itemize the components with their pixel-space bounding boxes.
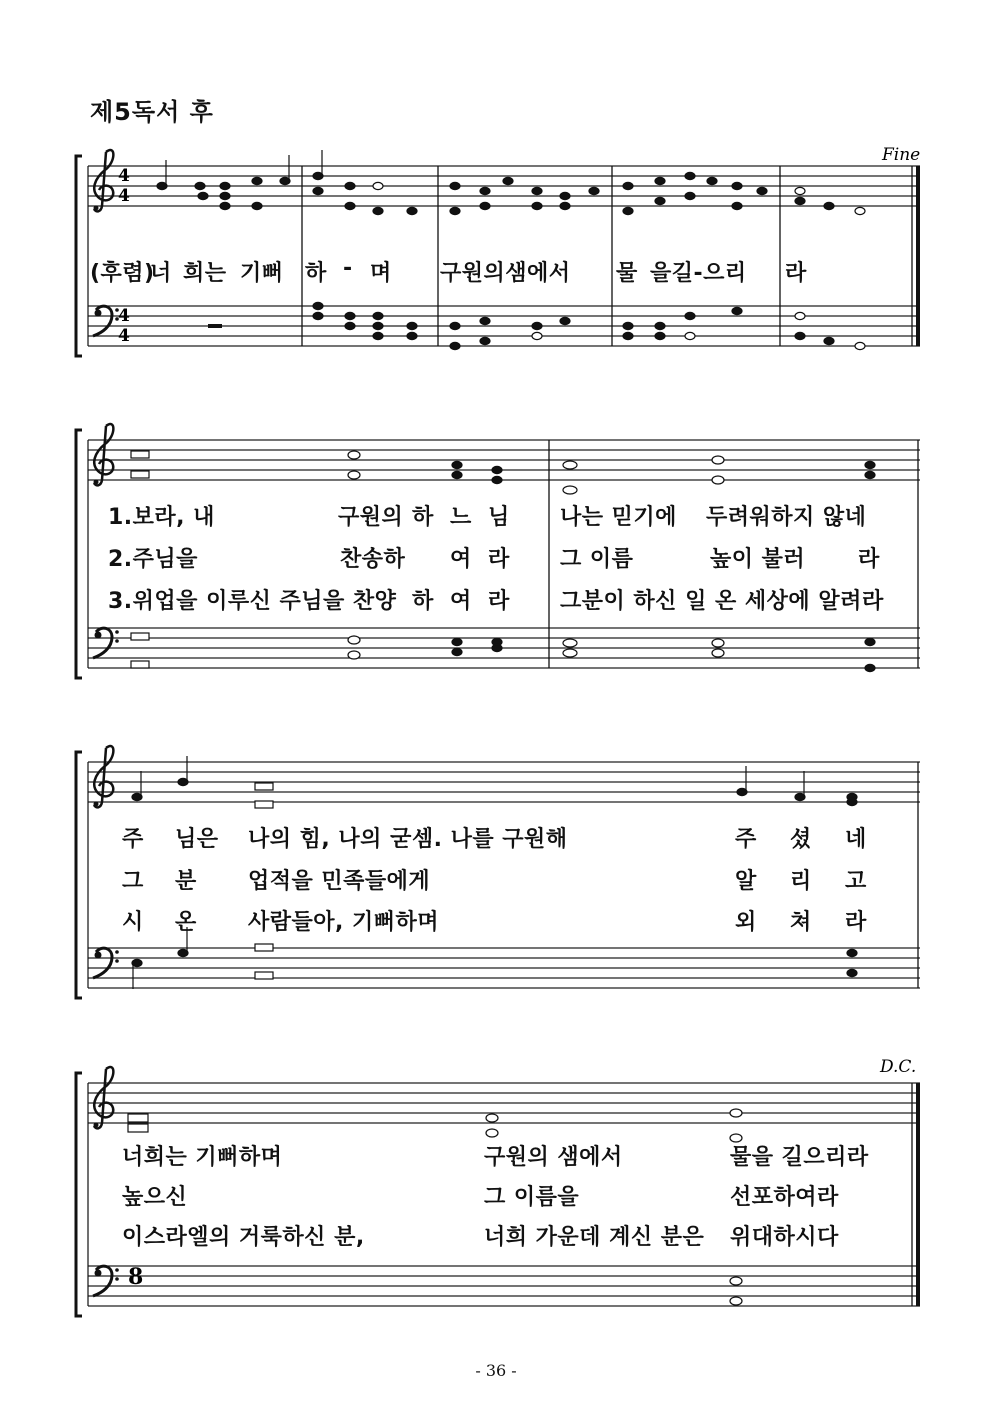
timesig-8: 8 [128, 1264, 144, 1290]
page-title: 제5독서 후 [90, 98, 214, 126]
system-brace [76, 156, 82, 356]
verse-1-line: 1.보라, 내 [108, 505, 215, 530]
fine-mark: Fine [882, 145, 921, 165]
bass-clef-icon [93, 306, 119, 336]
treble-notes-1 [157, 150, 865, 215]
verse-2-line: 2.주님을 [108, 547, 198, 572]
svg-text:4: 4 [118, 186, 130, 206]
dc-mark: D.C. [880, 1057, 917, 1077]
system-1 [76, 145, 920, 356]
verse-3-line: 3.위업을 이루신 주님을 찬양 [108, 589, 397, 614]
svg-text:4: 4 [118, 326, 130, 346]
treble-clef-icon [94, 150, 114, 211]
page-number: - 36 - [475, 1361, 517, 1380]
time-signature-top: 4 [118, 166, 130, 186]
refrain-label: (후렴) [90, 261, 155, 286]
svg-text:4: 4 [118, 306, 130, 326]
